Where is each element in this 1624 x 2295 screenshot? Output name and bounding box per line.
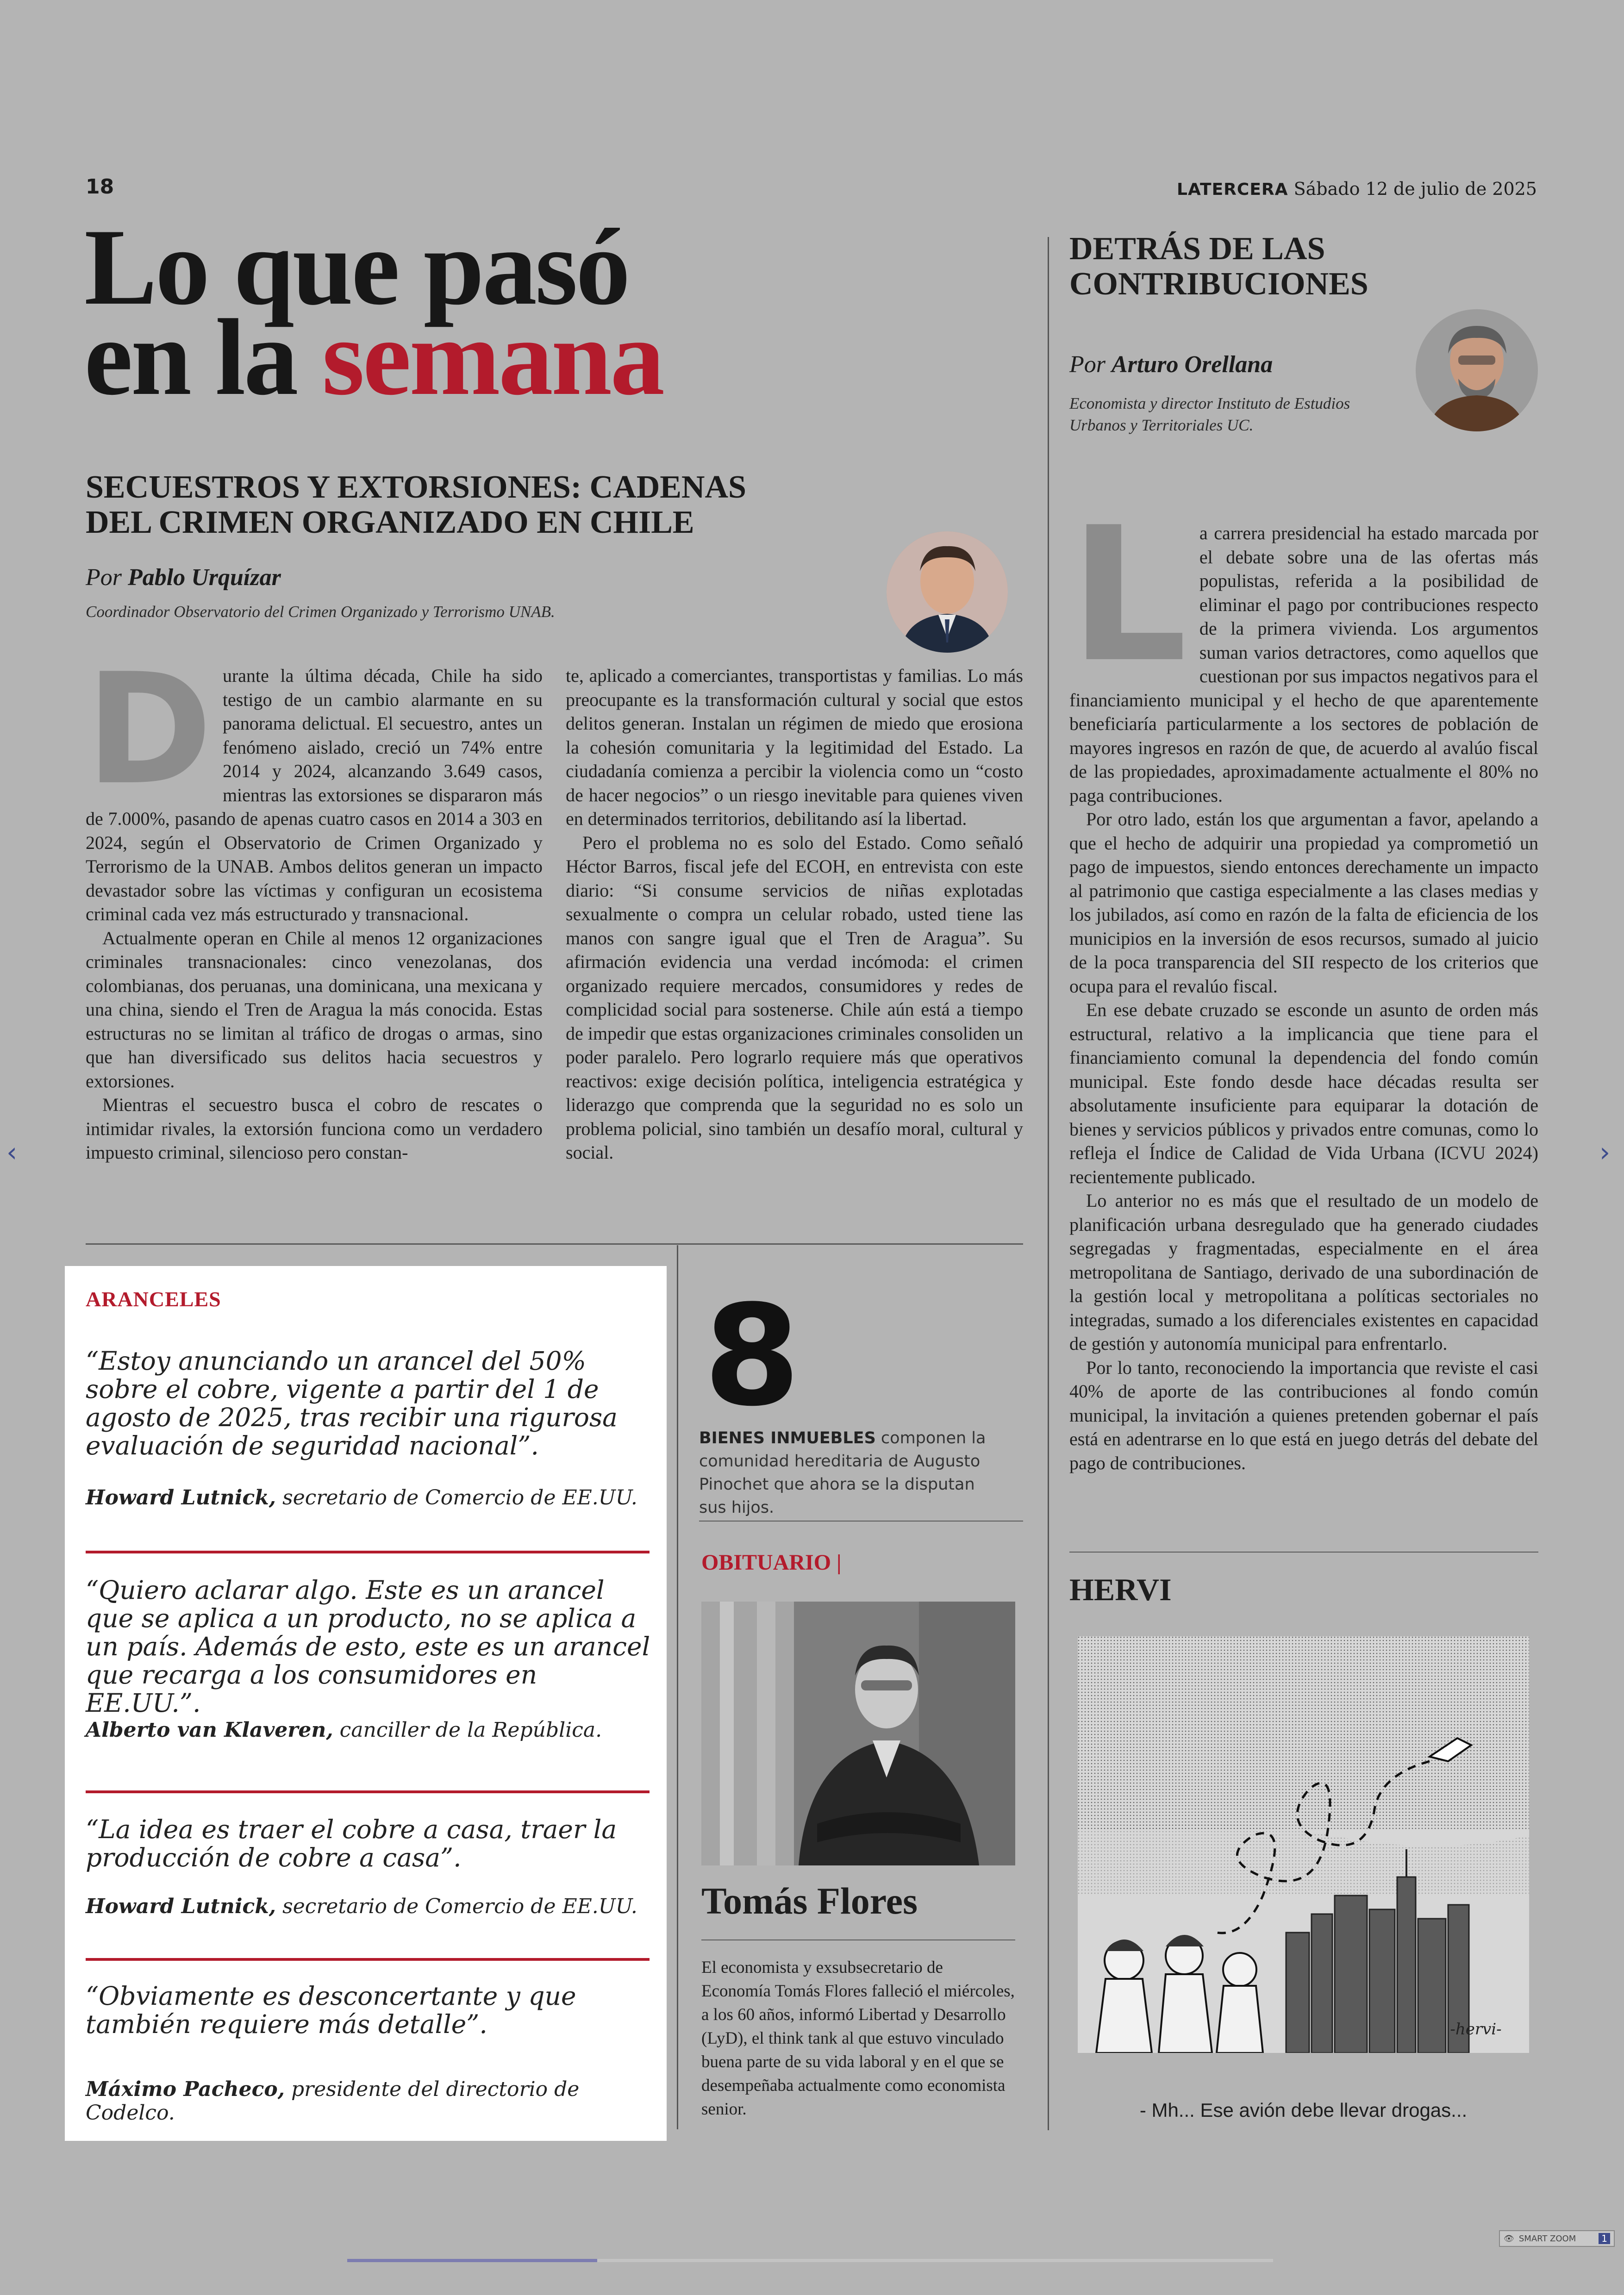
stat-caption-bold: BIENES INMUEBLES (699, 1429, 876, 1447)
page-number: 18 (86, 175, 114, 199)
article1-title-line2: DEL CRIMEN ORGANIZADO EN CHILE (86, 505, 694, 540)
obituary-label: OBITUARIO | (701, 1550, 842, 1575)
eye-icon: 👁 (1504, 2233, 1514, 2244)
byline-prefix: Por (86, 564, 128, 591)
smart-zoom-value: 1 (1599, 2233, 1610, 2244)
page-progress-fill (347, 2259, 597, 2262)
article2-dropcap: L (1069, 488, 1187, 703)
column-divider-right (1048, 237, 1049, 2130)
newspaper-brand: LATERCERA (1177, 180, 1288, 199)
previous-page-button[interactable] (6, 1136, 17, 1168)
cartoon-caption: - Mh... Ese avión debe llevar drogas... (1139, 2099, 1468, 2121)
cartoon-image (1078, 1636, 1529, 2053)
stat-bottom-rule (699, 1521, 1023, 1522)
stat-caption-text: componen la comunidad hereditaria de Augusto Pinochet que ahora se la disputan sus hijos. (699, 1429, 986, 1517)
page-title (84, 207, 663, 418)
quote-speaker-role: secretario de Comercio de EE.UU. (276, 1486, 637, 1509)
article2-paragraph: a carrera presidencial ha estado marcada por el debate sobre una de las ofertas más populistas, referida a la posibilidad de eliminar el pago por contribuciones respecto de la primera vivienda. Los argumentos suman varios detractores, como aquellos que cuestionan por sus impactos negativos para el financiamiento municipal y el hecho de que aparentemente beneficiaría particularmente a los sectores de población de mayores ingresos en razón de que, de acuerdo al avalúo fiscal de las propiedades, aproximadamente actualmente el 80% no paga contribuciones. (1069, 523, 1538, 806)
article2-paragraph: Por otro lado, están los que argumentan a favor, apelando a que el hecho de adquirir una propiedad ya comprometió un pago de impuestos, siendo entonces derechamente un impacto al patrimonio que castiga especialmente a las clases medias y los jubilados, así como en razón de la falta de eficiencia de los municipios en la inversión de esos recursos, sumado al juicio de la poca transparencia del SII respecto de los criterios que ocupa para el revalúo fiscal. (1069, 809, 1538, 997)
obituary-name: Tomás Flores (701, 1880, 918, 1922)
article2-body (1069, 488, 1538, 1475)
quote-speaker: Howard Lutnick, (86, 1486, 276, 1509)
article2-author-avatar (1416, 309, 1538, 431)
stat-number: 8 (704, 1275, 800, 1437)
article1-byline (86, 564, 281, 591)
quote-attribution (86, 1486, 655, 1509)
quote-speaker-role: canciller de la República. (333, 1718, 602, 1742)
next-page-button[interactable] (1599, 1136, 1610, 1168)
smart-zoom-label: SMART ZOOM (1518, 2233, 1576, 2244)
quote-speaker: Alberto van Klaveren, (86, 1718, 333, 1742)
chevron-right-icon: › (1599, 1136, 1611, 1168)
quote-speaker: Máximo Pacheco, (86, 2077, 285, 2101)
article1-author-role: Coordinador Observatorio del Crimen Organizado y Terrorismo UNAB. (86, 603, 555, 621)
article2-byline (1069, 351, 1273, 378)
byline-prefix: Por (1069, 351, 1112, 378)
quote-speaker: Howard Lutnick, (86, 1895, 276, 1918)
quote-divider (86, 1958, 650, 1961)
obituary-photo (701, 1602, 1015, 1865)
article1-author: Pablo Urquízar (128, 564, 281, 591)
quote-divider (86, 1790, 650, 1793)
article2-paragraph: En ese debate cruzado se esconde un asunto de orden más estructural, relativo a la implicancia que tiene para el financiamiento comunal la dependencia del fondo común municipal. Este fondo desde hace décadas resulta ser absolutamente insuficiente para equiparar la dotación de bienes y servicios públicos y privados entre comunas, como lo refleja el Índice de Calidad de Vida Urbana (ICVU 2024) recientemente publicado. (1069, 999, 1538, 1187)
article2-paragraph: Lo anterior no es más que el resultado de un modelo de planificación urbana desregulado que ha generado ciudades segregadas y fragmentadas, especialmente en el área metropolitana de Santiago, derivado de una subordinación de la gestión local y metropolitana a políticas sectoriales no integradas, sumado a los diferenciales existentes en capacidad de gestión y autonomía municipal para enfrentarlo. (1069, 1190, 1538, 1354)
article2-paragraph: Por lo tanto, reconociendo la importancia que reviste el casi 40% de aporte de las contribuciones al fondo común municipal, la invitación a quienes pretenden gobernar el país está en adentrarse en lo que está en juego detrás del debate del pago de contribuciones. (1069, 1357, 1538, 1473)
quote-text: “Quiero aclarar algo. Este es un arancel que se aplica a un producto, no se aplica a un país. Además de esto, este es un arancel que recarga a los consumidores en EE.UU.”. (86, 1575, 650, 1718)
article1-author-avatar (887, 531, 1008, 653)
quote-text: “La idea es traer el cobre a casa, traer la producción de cobre a casa”. (86, 1815, 617, 1872)
article1-dropcap: D (86, 641, 212, 818)
obituary-text: El economista y exsubsecretario de Economía Tomás Flores falleció el miércoles, a los 60 años, informó Libertad y Desarrollo (LyD), el think tank al que estuvo vinculado buena parte de su vida laboral y en el que se desempeñaba actualmente como economista senior. (701, 1958, 1015, 2119)
issue-date: Sábado 12 de julio de 2025 (1293, 179, 1537, 199)
article1-paragraph: Mientras el secuestro busca el cobro de rescates o intimidar rivales, la extorsión funciona como un verdadero impuesto criminal, silencioso pero constan- (86, 1094, 543, 1163)
page-title-accent: semana (322, 297, 663, 418)
chevron-left-icon: ‹ (6, 1136, 18, 1168)
masthead (1148, 179, 1537, 199)
quote-speaker-role: secretario de Comercio de EE.UU. (276, 1895, 637, 1918)
quotes-section-label: ARANCELES (86, 1287, 221, 1311)
article1-column-2 (566, 664, 1023, 1165)
article2-title (1069, 231, 1532, 302)
article1-column-1 (86, 641, 543, 1165)
cartoon-top-rule (1069, 1552, 1538, 1553)
article2-author: Arturo Orellana (1112, 351, 1273, 378)
column-divider-center (677, 1245, 678, 2129)
quote-speaker-role: presidente del directorio de Codelco. (86, 2077, 580, 2125)
quote-attribution (86, 1895, 655, 1918)
stat-caption (699, 1427, 986, 1519)
article1-paragraph: Actualmente operan en Chile al menos 12 organizaciones criminales transnacionales: cinco venezolanas, dos colombianas, dos peruanas, una dominicana, una mexicana y una china, siendo el Tren de Aragua la más conocida. Estas estructuras no se limitan al tráfico de drogas o armas, sino que han diversificado sus delitos hacia secuestros y extorsiones. (86, 927, 543, 1091)
cartoon-signature: -hervi- (1450, 2020, 1502, 2039)
article1-title-line1: SECUESTROS Y EXTORSIONES: CADENAS (86, 469, 746, 505)
smart-zoom-control[interactable] (1499, 2230, 1615, 2247)
quote-attribution (86, 2077, 655, 2125)
article1-paragraph: Pero el problema no es solo del Estado. Como señaló Héctor Barros, fiscal jefe del ECOH, en entrevista con este diario: “Si consume servicios de niñas explotadas sexualmente o compra un celular robado, usted tiene las manos con sangre igual que el Tren de Aragua”. Su afirmación evidencia una verdad incómoda: el crimen organizado requiere mercados, consumidores y redes de complicidad social para sostenerse. Chile aún está a tiempo de impedir que estas organizaciones criminales consoliden un poder paralelo. Pero lograrlo requiere más que operativos reactivos: exige decisión política, inteligencia estratégica y liderazgo que comprenda que la seguridad no es solo un problema policial, sino también un desafío moral, cultural y social. (566, 832, 1023, 1163)
quote-attribution (86, 1718, 655, 1742)
quote-text: “Obviamente es desconcertante y que también requiere más detalle”. (86, 1981, 576, 2039)
article1-bottom-rule (86, 1243, 1023, 1245)
article1-title (86, 470, 789, 540)
article2-title-line1: DETRÁS DE LAS (1069, 231, 1325, 267)
article1-paragraph: te, aplicado a comerciantes, transportistas y familias. Lo más preocupante es la transformación cultural y social que estos delitos generan. Instalan un régimen de miedo que erosiona la cohesión comunitaria y la legitimidad del Estado. La ciudadanía comienza a percibir la violencia como un “costo de hacer negocios” o un riesgo inevitable para quienes viven en determinados territorios, debilitando así la libertad. (566, 665, 1023, 829)
page-title-prefix: en la (84, 297, 322, 418)
cartoon-section-label: HERVI (1069, 1572, 1172, 1607)
article2-author-role: Economista y director Instituto de Estudios Urbanos y Territoriales UC. (1069, 394, 1350, 434)
article1-paragraph: urante la última década, Chile ha sido testigo de un cambio alarmante en su panorama delictual. El secuestro, antes un fenómeno aislado, creció un 74% entre 2014 y 2024, alcanzando 3.649 casos, mientras las extorsiones se dispararon más de 7.000%, pasando de apenas cuatro casos en 2014 a 303 en 2024, según el Observatorio de Crimen Organizado y Terrorismo de la UNAB. Ambos delitos generan un impacto devastador sobre las víctimas y configuran un ecosistema criminal cada vez más estructurado y transnacional. (86, 665, 543, 924)
article2-title-line2: CONTRIBUCIONES (1069, 266, 1368, 302)
quote-divider (86, 1551, 650, 1553)
page-title-line2 (84, 297, 663, 418)
page-title-line1: Lo que pasó (84, 207, 629, 328)
quote-text: “Estoy anunciando un arancel del 50% sobre el cobre, vigente a partir del 1 de agosto de 2025, tras recibir una rigurosa evaluación de seguridad nacional”. (86, 1346, 618, 1460)
